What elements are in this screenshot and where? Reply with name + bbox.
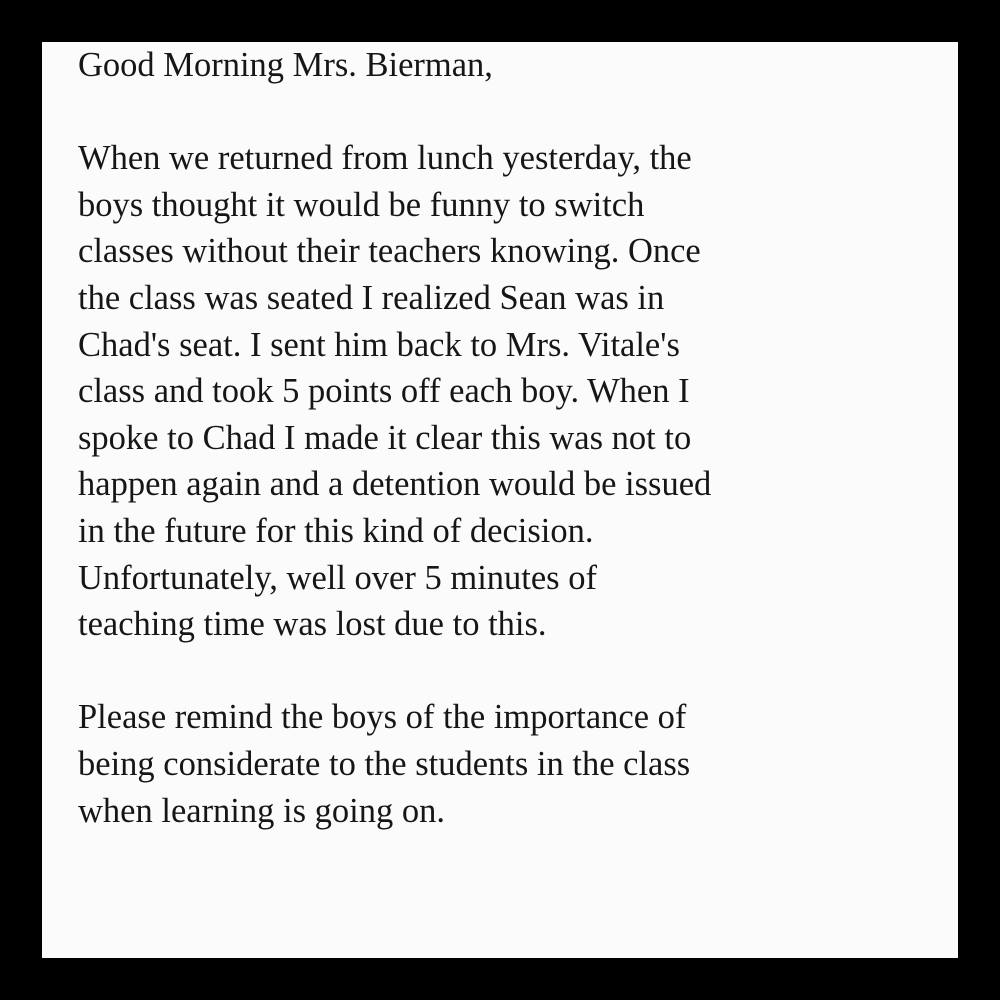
paragraph-1-line: happen again and a detention would be issued xyxy=(78,465,712,504)
paragraph-2-line: when learning is going on. xyxy=(78,791,445,830)
paragraph-1-line: Unfortunately, well over 5 minutes of xyxy=(78,558,597,597)
paragraph-2-line: being considerate to the students in the class xyxy=(78,744,691,783)
paragraph-1-line: When we returned from lunch yesterday, the xyxy=(78,139,692,178)
paragraph-2 xyxy=(78,694,948,834)
letter-page xyxy=(42,42,958,958)
paragraph-2-line: Please remind the boys of the importance of xyxy=(78,698,687,737)
paragraph-1-line: Chad's seat. I sent him back to Mrs. Vitale's xyxy=(78,325,680,364)
paragraph-1-line: spoke to Chad I made it clear this was not to xyxy=(78,418,692,457)
paragraph-gap xyxy=(78,89,948,136)
paragraph-1 xyxy=(78,135,948,648)
paragraph-1-line: teaching time was lost due to this. xyxy=(78,605,547,644)
paragraph-1-line: classes without their teachers knowing. Once xyxy=(78,232,701,271)
greeting-line: Good Morning Mrs. Bierman, xyxy=(78,46,493,84)
paragraph-1-line: class and took 5 points off each boy. When I xyxy=(78,372,690,411)
paragraph-1-line: the class was seated I realized Sean was in xyxy=(78,278,665,317)
paragraph-1-line: boys thought it would be funny to switch xyxy=(78,185,645,224)
paragraph-gap xyxy=(78,648,948,695)
paragraph-1-line: in the future for this kind of decision. xyxy=(78,511,594,550)
letter-body xyxy=(78,42,948,834)
